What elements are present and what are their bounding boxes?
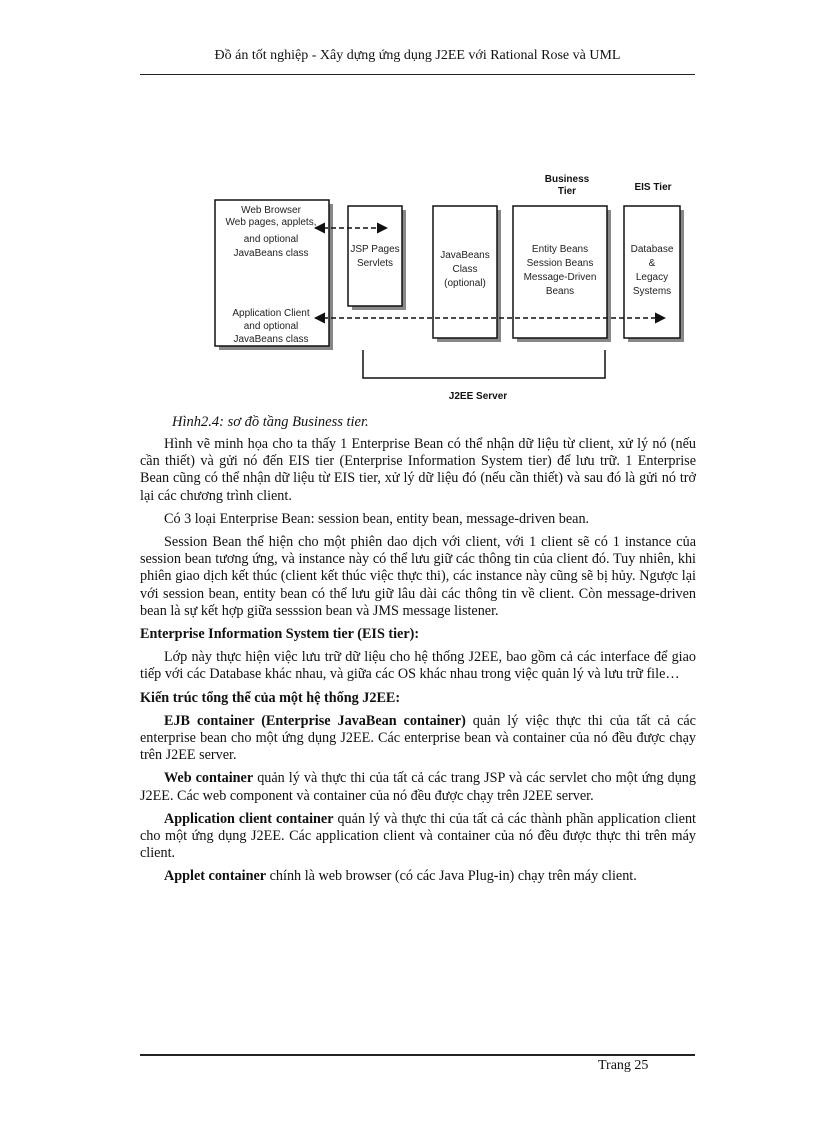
client-text-2: Web pages, applets, (225, 217, 317, 228)
eis-tier-label: EIS Tier (634, 182, 672, 193)
client-text-7: JavaBeans class (233, 334, 309, 345)
body-content (140, 436, 696, 892)
entity-text-4: Beans (545, 286, 575, 297)
server-bracket (363, 350, 605, 378)
javabeans-text-2: Class (452, 264, 478, 275)
jsp-text-1: JSP Pages (350, 244, 400, 255)
javabeans-text-3: (optional) (444, 278, 486, 289)
figure-caption: Hình2.4: sơ đồ tầng Business tier. (172, 414, 369, 430)
page-number: Trang 25 (598, 1058, 649, 1073)
client-text-6: and optional (243, 321, 299, 332)
paragraph (140, 713, 696, 765)
paragraph (140, 811, 696, 863)
javabeans-text-1: JavaBeans (440, 250, 490, 261)
business-tier-label-2: Tier (557, 186, 577, 197)
client-text-3: and optional (243, 234, 299, 245)
term-description: quản lý và thực thi của tất cả các thành phần application client cho một ứng dụng J2EE. Các application client và container của nó đều được thực thi trên máy client. (140, 810, 696, 862)
db-text-4: Systems (632, 286, 672, 297)
term-description: quản lý việc thực thi của tất cả các enterprise bean cho một ứng dụng J2EE. Các enterprise bean và container của nó đều được chạy trên J2EE server. (140, 712, 696, 764)
entity-text-2: Session Beans (526, 258, 594, 269)
term-description: quản lý và thực thi của tất cả các trang JSP và các servlet cho một ứng dụng J2EE. Các web component và container của nó đều được chạy trên J2EE server. (140, 770, 696, 804)
jsp-box (348, 206, 402, 306)
j2ee-server-label: J2EE Server (448, 391, 508, 402)
term: EJB container (Enterprise JavaBean container) (164, 712, 466, 729)
header-rule (140, 74, 695, 75)
client-text-4: JavaBeans class (233, 248, 309, 259)
j2ee-tier-diagram (205, 170, 695, 405)
term: Application client container (164, 810, 334, 827)
entity-text-1: Entity Beans (531, 244, 589, 255)
db-text-2: & (648, 258, 656, 269)
entity-text-3: Message-Driven (523, 272, 597, 283)
term-description: chính là web browser (có các Java Plug-in) chạy trên máy client. (266, 868, 637, 885)
client-text-1: Web Browser (241, 205, 301, 216)
paragraph: Lớp này thực hiện việc lưu trữ dữ liệu cho hệ thống J2EE, bao gồm cả các interface để giao tiếp với các Database khác nhau, và giữa các OS khác nhau trong việc quản lý và lưu trữ file… (140, 649, 696, 683)
term: Applet container (164, 868, 267, 885)
paragraph: Session Bean thể hiện cho một phiên dao dịch với client, với 1 client sẽ có 1 instance của session bean tương ứng, và instance này có thể lưu giữ các thông tin của client đó. Tuy nhiên, khi phiên giao dịch kết thúc (client kết thúc việc thực thi), các instance này cũng sẽ bị hủy. Ngược lại với session bean, entity bean có thể lưu giữ lâu dài các thông tin về client. Còn message-driven bean là sự kết hợp giữa sesssion bean và JMS message listener. (140, 534, 696, 619)
business-tier-label-1: Business (544, 174, 590, 185)
paragraph: Có 3 loại Enterprise Bean: session bean, entity bean, message-driven bean. (164, 510, 590, 527)
client-text-5: Application Client (232, 308, 310, 319)
footer-rule (140, 1054, 695, 1056)
section-heading: Enterprise Information System tier (EIS tier): (140, 626, 420, 643)
section-heading: Kiến trúc tổng thể của một hệ thống J2EE: (140, 689, 401, 706)
db-text-1: Database (630, 244, 674, 255)
term: Web container (164, 770, 254, 787)
page-header: Đồ án tốt nghiệp - Xây dựng ứng dụng J2EE với Rational Rose và UML (214, 48, 621, 63)
paragraph (140, 770, 696, 804)
db-text-3: Legacy (635, 272, 669, 283)
paragraph (140, 868, 696, 885)
paragraph: Hình vẽ minh họa cho ta thấy 1 Enterprise Bean có thể nhận dữ liệu từ client, xử lý nó (nếu cần thiết) và gửi nó đến EIS tier (Enterprise Information System tier) để lưu trữ. 1 Enterprise Bean cũng có thể nhận dữ liệu từ EIS tier, xử lý dữ liệu đó (nếu cần thiết) và sau đó là gửi nó trở lại các chương trình client. (140, 436, 696, 504)
jsp-text-2: Servlets (356, 258, 394, 269)
